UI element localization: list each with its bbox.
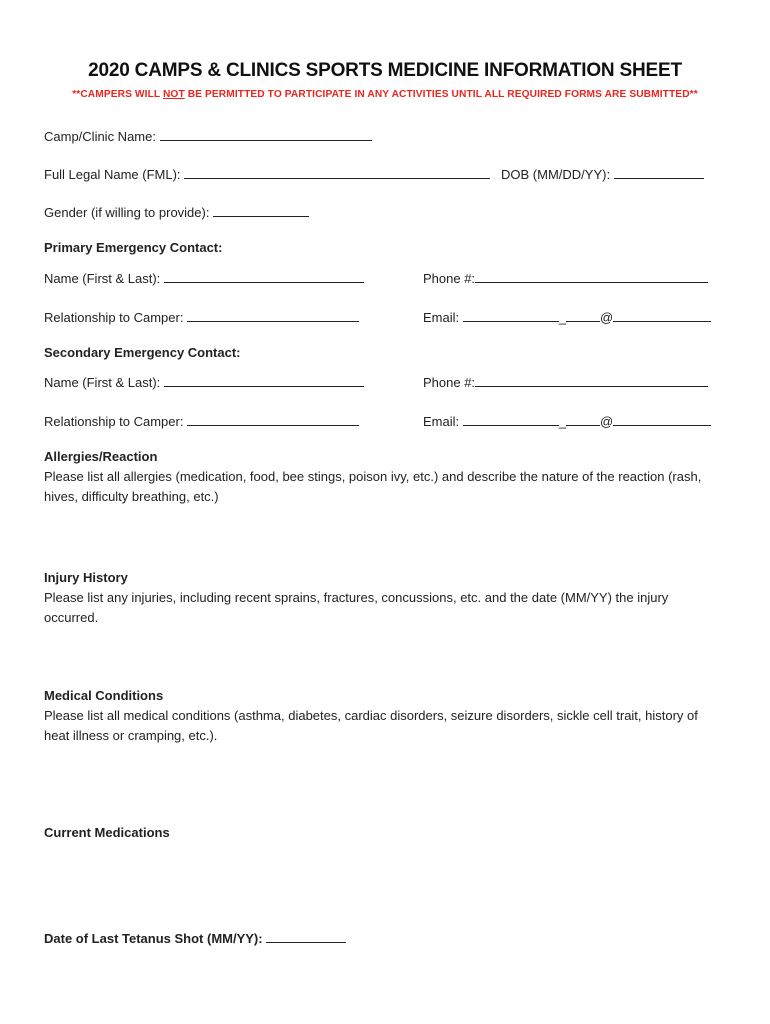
dob-field[interactable]	[614, 164, 704, 179]
warning-suffix: BE PERMITTED TO PARTICIPATE IN ANY ACTIVITIES UNTIL ALL REQUIRED FORMS ARE SUBMITTED**	[184, 89, 698, 100]
injury-heading: Injury History	[44, 570, 128, 585]
camp-clinic-row	[44, 126, 372, 144]
secondary-name-field[interactable]	[164, 372, 364, 387]
secondary-contact-heading: Secondary Emergency Contact:	[44, 345, 241, 360]
dob-label: DOB (MM/DD/YY):	[501, 167, 611, 182]
secondary-name-row	[44, 372, 364, 390]
primary-phone-label: Phone #:	[423, 271, 476, 286]
gender-field[interactable]	[213, 202, 309, 217]
primary-phone-row	[423, 268, 708, 286]
allergies-instructions: Please list all allergies (medication, food, bee stings, poison ivy, etc.) and describe the nature of the reaction (rash, hives, difficulty breathing, etc.)	[44, 469, 702, 504]
page-title: 2020 CAMPS & CLINICS SPORTS MEDICINE INFORMATION SHEET	[88, 60, 682, 81]
secondary-phone-field[interactable]	[475, 372, 708, 387]
medical-heading: Medical Conditions	[44, 688, 164, 703]
primary-phone-field[interactable]	[475, 268, 708, 283]
primary-email-row	[423, 307, 711, 325]
secondary-email-domain-field[interactable]	[613, 411, 711, 426]
dob-row	[501, 164, 704, 182]
secondary-relationship-row	[44, 411, 359, 429]
gender-label: Gender (if willing to provide):	[44, 205, 210, 220]
warning-emphasis: NOT	[162, 89, 185, 100]
medications-heading: Current Medications	[44, 825, 170, 840]
full-name-label: Full Legal Name (FML):	[44, 167, 181, 182]
primary-name-field[interactable]	[164, 268, 364, 283]
primary-relationship-row	[44, 307, 359, 325]
camp-clinic-label: Camp/Clinic Name:	[44, 129, 156, 144]
secondary-relationship-field[interactable]	[187, 411, 359, 426]
tetanus-row	[44, 928, 346, 946]
tetanus-date-field[interactable]	[266, 928, 346, 943]
primary-contact-heading: Primary Emergency Contact:	[44, 240, 223, 255]
gender-row	[44, 202, 309, 220]
secondary-email-at: @	[599, 414, 614, 429]
primary-email-at: @	[599, 310, 614, 325]
primary-relationship-field[interactable]	[187, 307, 359, 322]
injury-instructions: Please list any injuries, including recent sprains, fractures, concussions, etc. and the date (MM/YY) the injury occurred.	[44, 590, 669, 625]
warning-prefix: **CAMPERS WILL	[72, 89, 163, 100]
secondary-email-user-field-2[interactable]	[566, 411, 600, 426]
primary-email-user-field-2[interactable]	[566, 307, 600, 322]
tetanus-label: Date of Last Tetanus Shot (MM/YY):	[44, 931, 263, 946]
primary-email-label: Email:	[423, 310, 460, 325]
medical-instructions: Please list all medical conditions (asthma, diabetes, cardiac disorders, seizure disorders, sickle cell trait, history of heat illness or cramping, etc.).	[44, 708, 698, 743]
secondary-phone-label: Phone #:	[423, 375, 476, 390]
secondary-email-mid: _	[558, 414, 566, 429]
primary-name-row	[44, 268, 364, 286]
secondary-email-user-field[interactable]	[463, 411, 559, 426]
primary-email-mid: _	[558, 310, 566, 325]
full-name-field[interactable]	[184, 164, 490, 179]
primary-email-user-field[interactable]	[463, 307, 559, 322]
secondary-name-label: Name (First & Last):	[44, 375, 161, 390]
allergies-heading: Allergies/Reaction	[44, 449, 158, 464]
primary-email-domain-field[interactable]	[613, 307, 711, 322]
secondary-relationship-label: Relationship to Camper:	[44, 414, 184, 429]
secondary-phone-row	[423, 372, 708, 390]
full-name-row	[44, 164, 490, 182]
primary-name-label: Name (First & Last):	[44, 271, 161, 286]
secondary-email-row	[423, 411, 711, 429]
secondary-email-label: Email:	[423, 414, 460, 429]
camp-clinic-field[interactable]	[160, 126, 372, 141]
submission-warning	[0, 89, 770, 100]
primary-relationship-label: Relationship to Camper:	[44, 310, 184, 325]
